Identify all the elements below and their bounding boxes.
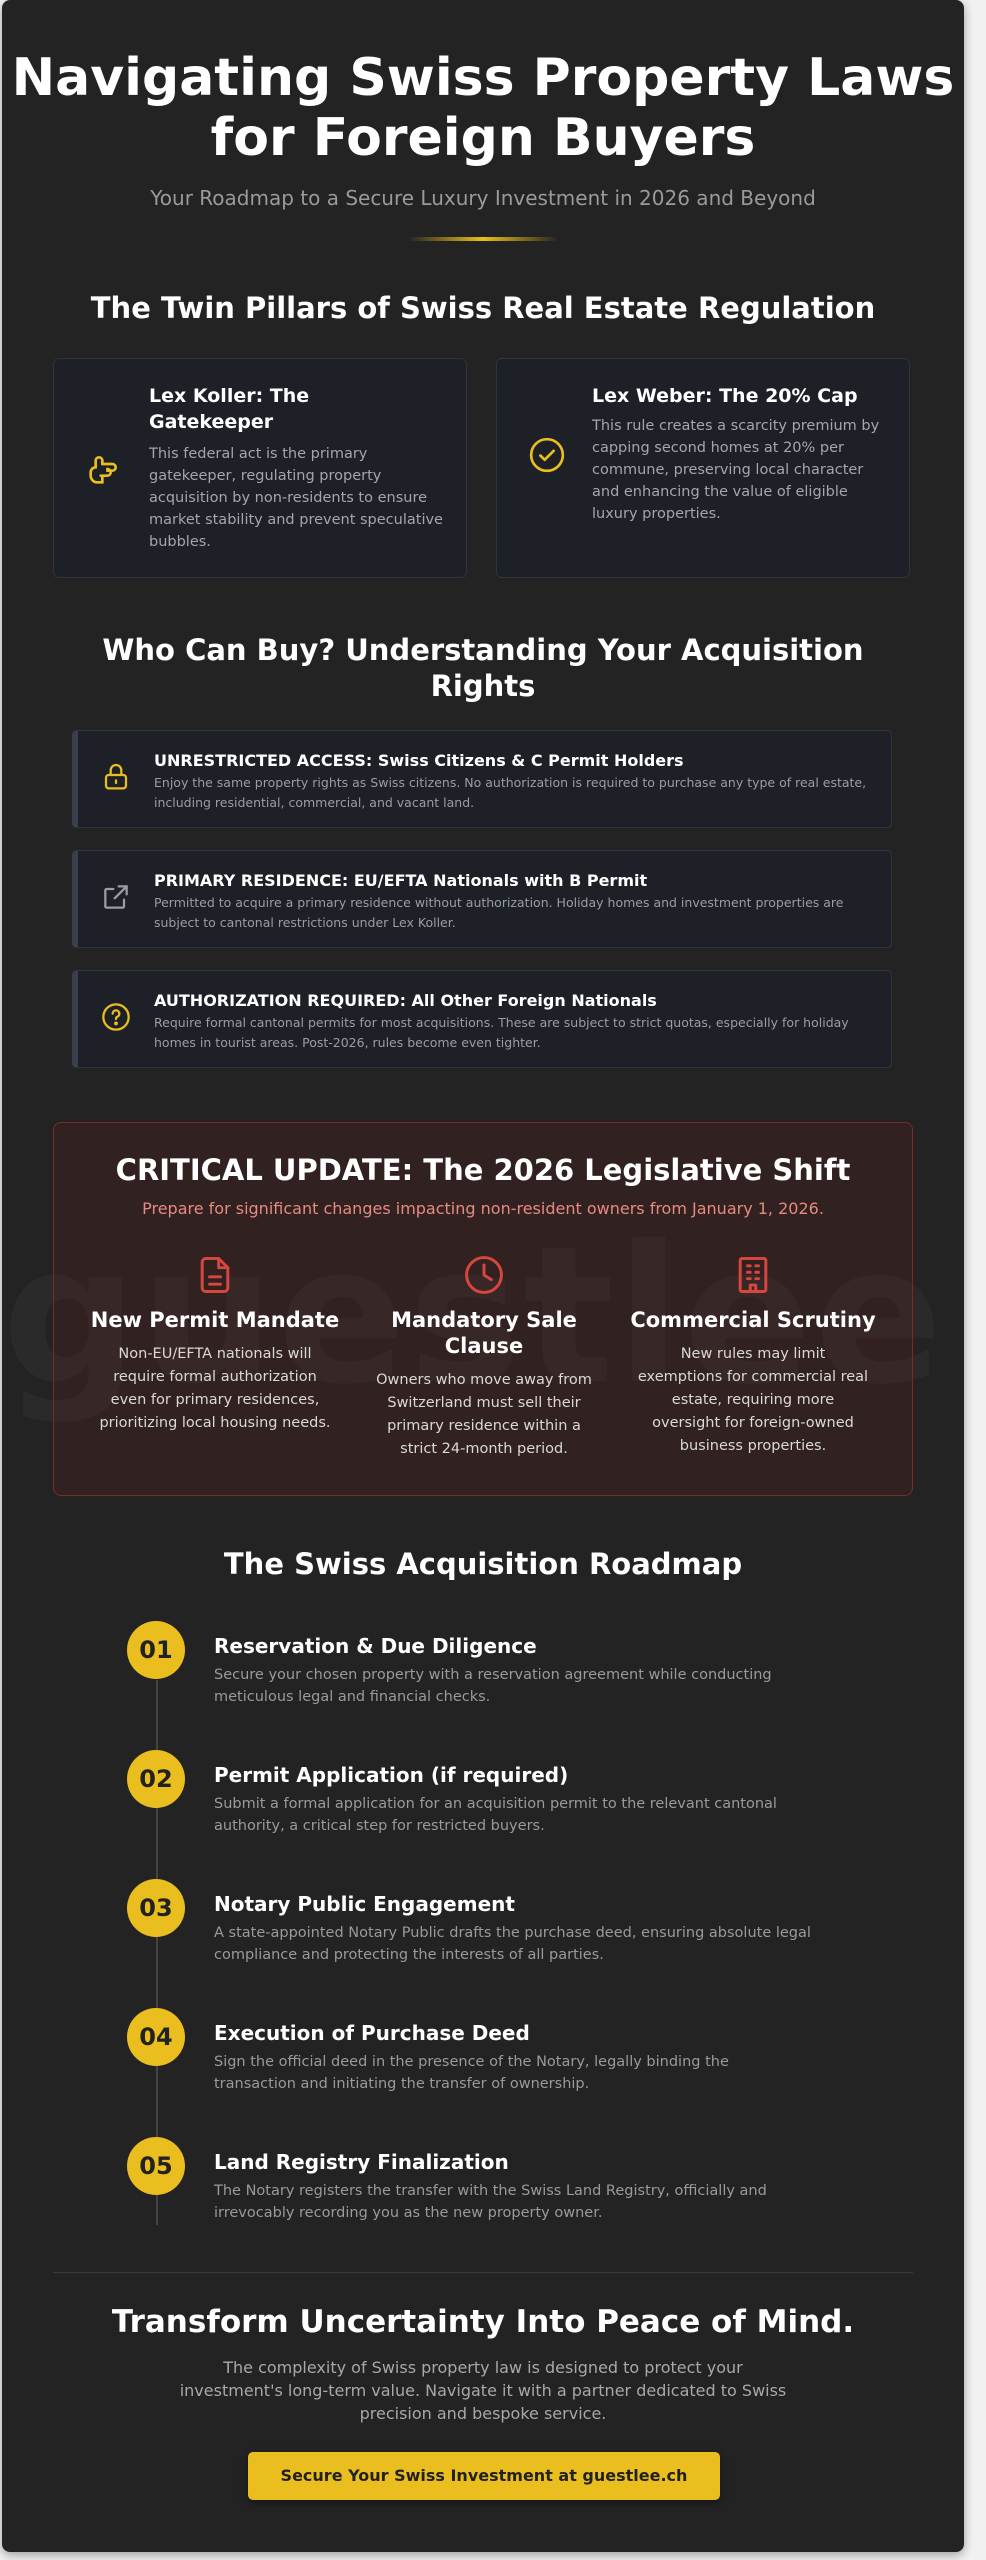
building-icon xyxy=(731,1253,775,1297)
step-number-badge: 03 xyxy=(127,1879,185,1937)
pillar-description: This federal act is the primary gatekeeper, regulating property acquisition by non-residents to ensure market stability and prevent speculative bubbles. xyxy=(149,446,443,550)
rights-section-title xyxy=(2,632,964,704)
critical-update-subtitle: Prepare for significant changes impacting non-resident owners from January 1, 2026. xyxy=(142,1199,824,1218)
step-number-badge: 05 xyxy=(127,2137,185,2195)
page-subtitle: Your Roadmap to a Secure Luxury Investment in 2026 and Beyond xyxy=(150,186,816,210)
page-card xyxy=(2,0,964,2552)
rights-card-title: AUTHORIZATION REQUIRED: All Other Foreign Nationals xyxy=(154,991,657,1010)
check-circle-icon xyxy=(527,435,567,475)
rights-card-title: UNRESTRICTED ACCESS: Swiss Citizens & C Permit Holders xyxy=(154,751,684,770)
step-number-badge: 01 xyxy=(127,1621,185,1679)
rights-title-line1: Who Can Buy? Understanding Your Acquisition xyxy=(102,633,864,667)
lock-icon xyxy=(100,761,132,793)
step-description: Sign the official deed in the presence of the Notary, legally binding the transaction and initiating the transfer of ownership. xyxy=(214,2054,729,2092)
critical-item-title xyxy=(354,1307,614,1359)
rights-card-description: Permitted to acquire a primary residence without authorization. Holiday homes and investment properties are subject to cantonal restrictions under Lex Koller. xyxy=(154,895,844,930)
question-circle-icon xyxy=(100,1001,132,1033)
step-title: Reservation & Due Diligence xyxy=(214,1634,537,1658)
critical-update-panel xyxy=(53,1122,913,1496)
gatekeeper-hand-icon xyxy=(84,449,124,489)
pillar-title: Lex Weber: The 20% Cap xyxy=(592,385,858,407)
rights-card-description: Enjoy the same property rights as Swiss citizens. No authorization is required to purchase any type of real estate, including residential, commercial, and vacant land. xyxy=(154,775,867,810)
critical-item-title-line1: Mandatory Sale xyxy=(391,1308,577,1332)
pillar-card-lex-koller xyxy=(53,358,467,578)
rights-card-authorization xyxy=(72,970,892,1068)
critical-item-description: New rules may limit exemptions for commercial real estate, requiring more oversight for foreign-owned business properties. xyxy=(637,1346,869,1454)
rights-card-unrestricted xyxy=(72,730,892,828)
critical-item-title: Commercial Scrutiny xyxy=(630,1308,876,1332)
pillar-card-lex-weber xyxy=(496,358,910,578)
roadmap-section-title: The Swiss Acquisition Roadmap xyxy=(223,1547,743,1581)
step-description: Submit a formal application for an acquisition permit to the relevant cantonal authority, a critical step for restricted buyers. xyxy=(214,1796,777,1834)
pillar-title-line1: Lex Koller: The xyxy=(149,385,310,407)
pillar-title xyxy=(149,383,309,435)
closing-description: The complexity of Swiss property law is designed to protect your investment's long-term value. Navigate it with a partner dedicated to Swiss precision and bespoke service. xyxy=(179,2358,787,2423)
section-divider xyxy=(53,2272,913,2273)
rights-title-line2: Rights xyxy=(430,669,536,703)
rights-card-title: PRIMARY RESIDENCE: EU/EFTA Nationals with B Permit xyxy=(154,871,648,890)
page-title-line1: Navigating Swiss Property Laws xyxy=(11,48,955,108)
critical-item-description: Non-EU/EFTA nationals will require formal authorization even for primary residences, prioritizing local housing needs. xyxy=(99,1346,331,1431)
critical-item-commercial-scrutiny xyxy=(623,1253,883,1458)
cta-button[interactable]: Secure Your Swiss Investment at guestlee.ch xyxy=(248,2452,720,2500)
page-title-line2: for Foreign Buyers xyxy=(210,108,756,168)
step-description: A state-appointed Notary Public drafts the purchase deed, ensuring absolute legal compliance and protecting the interests of all parties. xyxy=(214,1925,811,1963)
clock-icon xyxy=(462,1253,506,1297)
step-title: Execution of Purchase Deed xyxy=(214,2021,530,2045)
page-title xyxy=(2,48,964,168)
pillars-section-title: The Twin Pillars of Swiss Real Estate Regulation xyxy=(90,291,876,325)
gold-divider xyxy=(408,237,558,241)
step-title: Permit Application (if required) xyxy=(214,1763,569,1787)
critical-item-permit-mandate xyxy=(85,1253,345,1435)
document-icon xyxy=(193,1253,237,1297)
critical-item-mandatory-sale xyxy=(354,1253,614,1461)
step-title: Notary Public Engagement xyxy=(214,1892,515,1916)
step-description: The Notary registers the transfer with the Swiss Land Registry, officially and irrevocably recording you as the new property owner. xyxy=(214,2183,767,2221)
critical-item-title-line2: Clause xyxy=(444,1334,524,1358)
critical-item-title: New Permit Mandate xyxy=(90,1308,340,1332)
rights-card-description: Require formal cantonal permits for most acquisitions. These are subject to strict quotas, especially for holiday homes in tourist areas. Post-2026, rules become even tighter. xyxy=(154,1015,849,1050)
closing-title: Transform Uncertainty Into Peace of Mind. xyxy=(111,2304,855,2340)
pillar-title-line2: Gatekeeper xyxy=(149,411,274,433)
external-link-icon xyxy=(100,881,132,913)
step-title: Land Registry Finalization xyxy=(214,2150,509,2174)
rights-card-primary-residence xyxy=(72,850,892,948)
critical-item-description: Owners who move away from Switzerland must sell their primary residence within a strict 24-month period. xyxy=(376,1372,592,1457)
critical-update-title: CRITICAL UPDATE: The 2026 Legislative Shift xyxy=(115,1153,851,1187)
step-number-badge: 04 xyxy=(127,2008,185,2066)
step-description: Secure your chosen property with a reservation agreement while conducting meticulous legal and financial checks. xyxy=(214,1667,772,1705)
step-number-badge: 02 xyxy=(127,1750,185,1808)
pillar-description: This rule creates a scarcity premium by capping second homes at 20% per commune, preserving local character and enhancing the value of eligible luxury properties. xyxy=(592,418,880,522)
